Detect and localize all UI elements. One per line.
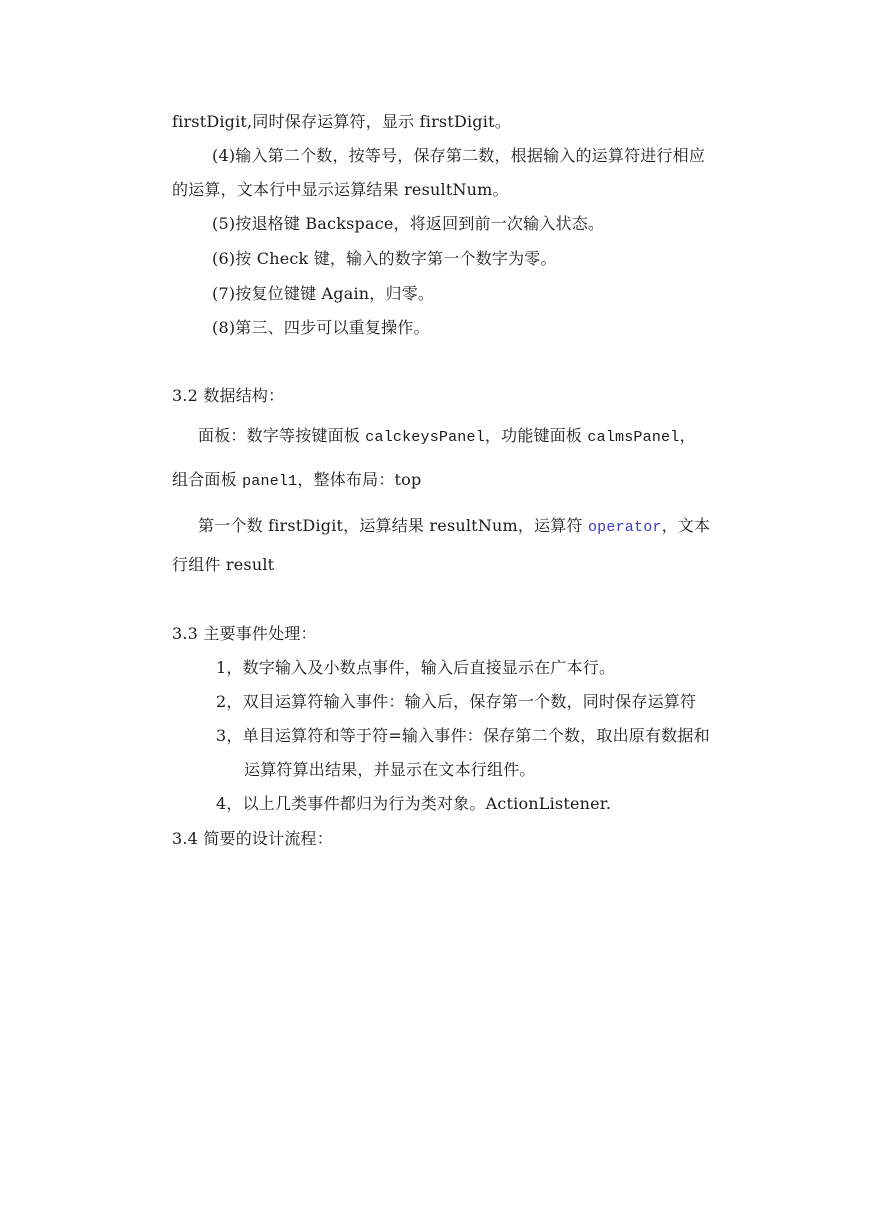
text-line-6: (7)按复位键键 Again，归零。 — [212, 284, 435, 303]
p1-text-a: 面板：数字等按键面板 — [198, 426, 366, 445]
text-line-1: firstDigit,同时保存运算符，显示 firstDigit。 — [172, 112, 511, 131]
p1-code-calmspanel: calmsPanel — [587, 429, 680, 446]
text-line-2: (4)输入第二个数，按等号，保存第二数，根据输入的运算符进行相应 — [212, 146, 706, 165]
p3-text-c: ，文本 — [661, 516, 711, 535]
text-line-3: 的运算，文本行中显示运算结果 resultNum。 — [172, 180, 509, 199]
section-3-2-paragraph-1 — [198, 426, 696, 448]
section-3-2-paragraph-3 — [198, 516, 710, 538]
p2-text-c: ，整体布局：top — [297, 470, 422, 489]
list-item: 3，单目运算符和等于符=输入事件：保存第二个数，取出原有数据和 — [216, 726, 710, 745]
section-3-4-heading: 3.4 简要的设计流程： — [172, 829, 333, 848]
list-item-continuation: 运算符算出结果，并显示在文本行组件。 — [244, 760, 536, 779]
list-item: 2，双目运算符输入事件：输入后，保存第一个数，同时保存运算符 — [216, 692, 697, 711]
list-item: 1，数字输入及小数点事件，输入后直接显示在广本行。 — [216, 658, 616, 677]
p1-text-c: ，功能键面板 — [484, 426, 588, 445]
section-3-3-heading: 3.3 主要事件处理： — [172, 624, 317, 643]
p1-code-calckeyspanel: calckeysPanel — [365, 429, 485, 446]
p2-code-panel1: panel1 — [242, 473, 298, 490]
text-line-5: (6)按 Check 键，输入的数字第一个数字为零。 — [212, 249, 557, 268]
section-3-2-paragraph-4: 行组件 result — [172, 555, 275, 574]
p2-text-a: 组合面板 — [172, 470, 243, 489]
p3-code-operator: operator — [587, 519, 662, 536]
p3-text-a: 第一个数 firstDigit，运算结果 resultNum，运算符 — [198, 516, 588, 535]
list-item: 4，以上几类事件都归为行为类对象。ActionListener. — [216, 794, 612, 813]
text-line-7: (8)第三、四步可以重复操作。 — [212, 318, 430, 337]
text-line-4: (5)按退格键 Backspace，将返回到前一次输入状态。 — [212, 214, 605, 233]
section-3-2-heading: 3.2 数据结构： — [172, 386, 285, 405]
section-3-2-paragraph-2 — [172, 470, 421, 492]
p1-text-e: ， — [679, 426, 696, 445]
